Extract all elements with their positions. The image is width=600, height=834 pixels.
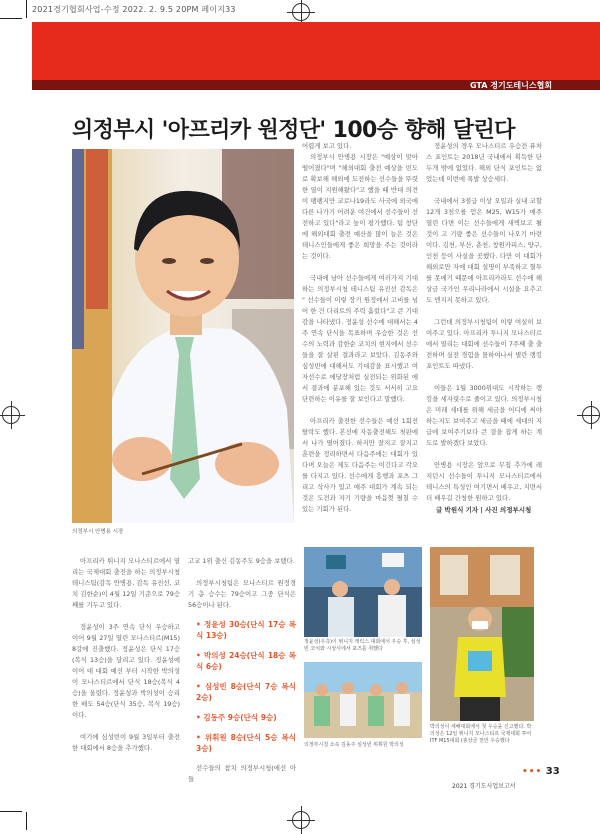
paragraph: 아프리카 튀니지 모나스티르에서 열리는 국제대회 출전을 하는 의정부시청 테니스팀(감독 안병용, 감독 유진선, 코치 김한순)이 4월 12일 기준으로 79승째를 기두고 있다. — [72, 557, 180, 609]
paragraph: 여기에 심성빈이 9월 3일부터 출전한 대회에서 8승을 추가했다. — [72, 733, 180, 752]
logo-text: GTA 경기도테니스협회 — [470, 81, 553, 90]
paragraph: 국내에 남아 선수들에게 여러가지 기대하는 의정부시청 테니스팀 유진선 감독은 " 선수들이 이렇 장기 원정에서 고비를 넘어 한 건 다리트의 주력 흘렀다"고 큰 기대감을 나타냈다. 정윤성 선수에 대해서는 4주 연속 단식을 목표하며 우승한 것은 선수의 노력과 감한순 코치의 현지에서 선수들을 잘 살핀 결과라고 보았다. 김동주와 심성빈에 대해서도 기대감을 표시했고 여자선수로 에당장처럼 실전되는 위화된 에서 결과에 분포해 있는 것도 서서히 고요 단련하는 이유를 잘 보인다고 말했다. — [302, 274, 418, 403]
registration-mark — [2, 406, 20, 424]
paragraph: 안병용 시장은 앞으로 무칩 추가에 레지던시 선수들이 투니지 모나스티르에서 테니스의 특성인 여기면서 배우고, 지면서 더 배우길 간청한 원하고 있다. — [426, 461, 542, 502]
header-band — [32, 22, 600, 80]
photo-player — [430, 547, 534, 721]
paragraph: 아프리카 출전한 선수들은 예선 1회전 탈락도 했다. 본선에 자동출전해도 첫판에서 나가 떨어졌다. 하지만 잘지고 잘지고 훈련을 정리하면서 다음주에는 대회가 있다며 오늘은 제도 다음주는 이긴다고 각오를 다지고 있다. 선수에게 흥행과 포츠 그리고 삭사가 있고 매주 대회가 계속 되는 것은 도전과 자기 기량을 마음껏 펼칠 수 있는 기회가 된다. — [302, 417, 418, 513]
paragraph: 선수들의 참치 의정부시청(에선 아들 — [188, 764, 296, 783]
article-column-right — [426, 141, 542, 504]
main-photo-caption: 의정부시 안병용 시장 — [72, 529, 124, 535]
article-column-bottom-2 — [188, 556, 296, 785]
photo-team-caption: 의정부시청 소속 김동주 심성빈 위휘원 박의성 — [304, 742, 404, 748]
crop-mark — [26, 0, 27, 18]
page-number-value: 33 — [545, 766, 560, 777]
paragraph: 어렵게 보고 있다. — [302, 142, 352, 150]
paragraph: 그런데 의정부시청팀이 이렇 여실히 보여주고 있다. 아프리카 투니지 모나스티르에서 열리는 대회에 선수들이 7주째 출 출전하며 실전 경험을 몰하여나서 별란 랭킹 포인트도 따냈다. — [426, 318, 542, 370]
crop-mark — [26, 812, 27, 830]
paragraph: 정윤성의 경우 모나스티르 우승전 퓨처스 포인트는 2018년 국내에서 획득한 단 두개 밖에 없었다. 해외 단식 포인트는 없었는데 이번에 폭발 상승세다. — [426, 142, 542, 183]
paragraph: 정윤성이 3주 연속 단식 우승하고 이어 9월 27일 열린 모나스티르(M15) 8강에 진출했다. 정윤성은 단식 17승(복식 13승)을 달리고 있다. 정윤성에 이어 대 대회 예선 부터 시작한 박의성이 모나스티르에서 단식 18승(복식 4승)을 올렸다. 정윤성과 박의성이 승리한 배도 54승(단식 35승, 복식 19승)이다. — [72, 623, 180, 719]
paragraph: 의정부시 안병용 시장은 "예상이 맞아 떨어졌다"며 "해외대회 출전 예상을 빈도로 확보해 해외에 도전하는 선수들을 뚜렷한 열이 지원해왔다"고 했을 때 반대 의견이 팽팽지만 코로나19라도 사국에 외국에 다른 나가기 어려운 여건에서 선수들이 선전하고 있다"라고 높이 평가했다. 팀 창단에 해외대회 출전 예산을 많이 늘은 것은 테니스인들에게 좋은 희망을 주는 것이라는 것이다. — [302, 153, 418, 260]
paragraph: 국내에서 3점급 이상 오일과 실내 코할 12개 3천으를 얻은 M25, W15가 매주 열린 다면 이는 선수들에게 새벽보고 될 것이 고 기량 좋은 선수들이 나오기 마련이다. 김천, 부산, 춘천, 창원카피스, 양구, 인천 등이 사실을 곳했다. 다만 이 대회가 해외로만 자매 대회 설명이 부족하고 혈투를 못에기 때문에 아프리카라도 선수에 해 상금 국가인 우리나라에서 시설을 요추고도 엔지지 못하고 있다. — [426, 197, 542, 304]
stat-item: • 심성빈 8승(단식 7승 복식 2승) — [196, 682, 296, 702]
registration-mark — [292, 811, 310, 829]
registration-mark — [582, 406, 600, 424]
paragraph: 의정부시청팀은 모나스티르 원정경기 총 승수는 79승이고 그중 단식은 56승이나 된다. — [188, 579, 296, 609]
article-column-bottom-1 — [72, 556, 180, 754]
trophy-photo-illustration — [304, 547, 422, 637]
photo-trophy-caption: 정윤성(우측)이 튀니지 캐릭스 대회에서 우승 후, 심성빈 코치와 시상식에서 포즈를 취했다 — [304, 639, 421, 652]
footer-source: 2021 경기도사업보고서 — [452, 783, 516, 790]
article-column-middle — [302, 141, 418, 515]
stat-item: • 정윤성 30승(단식 17승 복식 13승) — [196, 620, 296, 640]
team-photo-illustration — [304, 662, 422, 738]
photo-trophy — [304, 547, 422, 637]
stat-item: • 박의성 24승(단식 18승 복식 6승) — [196, 651, 296, 671]
photo-player-caption: 박의성이 세배대회에서 첫 우승을 신고했다. 박의성은 12일 튀니지 모나스티르 국제대회 투어 ITF M15대회 (총상금 천만 우승했다 — [430, 724, 532, 744]
stats-list — [188, 619, 296, 754]
page-title: 의정부시 '아프리카 원정단' 100승 향해 달린다 — [72, 118, 515, 143]
stat-item: • 위휘원 8승(단식 5승 복식 3승) — [196, 733, 296, 753]
paragraph: 이들은 1월 3000위대도 시작하는 랭킹을 세자릿수로 줄이고 있다. 의정부시청은 미래 세대를 위해 세금을 어디에 써야 하는지도 보여주고 세금을 때에 세대의 지급에 보여주기보다 큰 결을 잡게 하는 계도로 발하겠다 보았다. — [426, 384, 542, 447]
main-photo — [72, 149, 294, 523]
crop-mark — [0, 18, 22, 19]
gta-logo — [470, 80, 552, 91]
page-dots: ••• — [522, 767, 543, 777]
photo-team — [304, 662, 422, 738]
print-slug: 2021경기협회사업-수정 2022. 2. 9.5 20PM 페이지33 — [32, 5, 236, 14]
byline: 글 박원식 기자 | 사진 의정부시청 — [436, 506, 532, 514]
paragraph: 고교 1위 출신 김동주도 9승을 보탰다. — [188, 557, 295, 565]
registration-mark — [292, 3, 310, 21]
page-number — [522, 766, 560, 777]
stat-item: • 김동주 9승(단식 9승) — [196, 713, 277, 722]
mayor-portrait — [72, 149, 294, 523]
player-photo-illustration — [430, 547, 534, 721]
crop-mark — [0, 811, 22, 812]
